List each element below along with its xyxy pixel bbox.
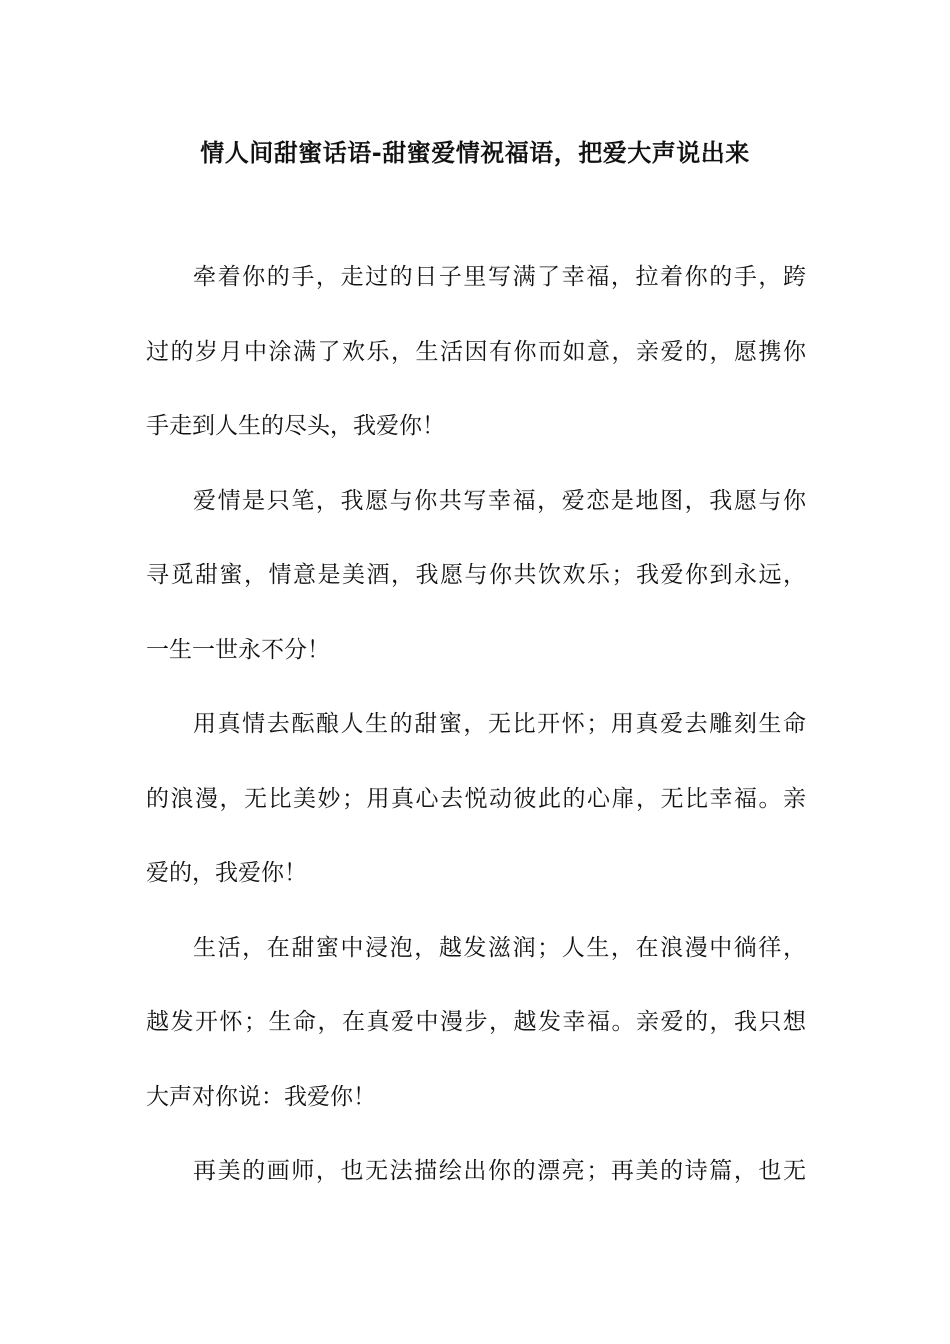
paragraph-line: 牵着你的手，走过的日子里写满了幸福，拉着你的手，跨 (193, 264, 806, 290)
paragraph-line: 用真情去酝酿人生的甜蜜，无比开怀；用真爱去雕刻生命 (193, 711, 806, 737)
paragraph-2 (146, 464, 806, 688)
document-title: 情人间甜蜜话语-甜蜜爱情祝福语，把爱大声说出来 (200, 139, 750, 167)
paragraph-1 (146, 240, 806, 464)
paragraph-line: 寻觅甜蜜，情意是美酒，我愿与你共饮欢乐；我爱你到永远， (146, 562, 806, 588)
paragraph-5 (146, 1134, 806, 1209)
paragraph-4 (146, 911, 806, 1135)
paragraph-line: 爱的，我爱你！ (146, 860, 307, 886)
paragraph-line: 生活，在甜蜜中浸泡，越发滋润；人生，在浪漫中徜徉， (193, 934, 806, 961)
paragraph-line: 一生一世永不分！ (146, 636, 330, 663)
paragraph-line: 手走到人生的尽头，我爱你！ (146, 413, 445, 439)
paragraph-line: 过的岁月中涂满了欢乐，生活因有你而如意，亲爱的，愿携你 (146, 338, 806, 365)
document-body (146, 240, 806, 1209)
paragraph-line: 越发开怀；生命，在真爱中漫步，越发幸福。亲爱的，我只想 (146, 1009, 806, 1035)
paragraph-line: 的浪漫，无比美妙；用真心去悦动彼此的心扉，无比幸福。亲 (146, 785, 806, 812)
paragraph-line: 再美的画师，也无法描绘出你的漂亮；再美的诗篇，也无 (193, 1158, 806, 1184)
paragraph-line: 大声对你说：我爱你！ (146, 1083, 376, 1110)
paragraph-line: 爱情是只笔，我愿与你共写幸福，爱恋是地图，我愿与你 (193, 487, 806, 514)
paragraph-3 (146, 687, 806, 911)
